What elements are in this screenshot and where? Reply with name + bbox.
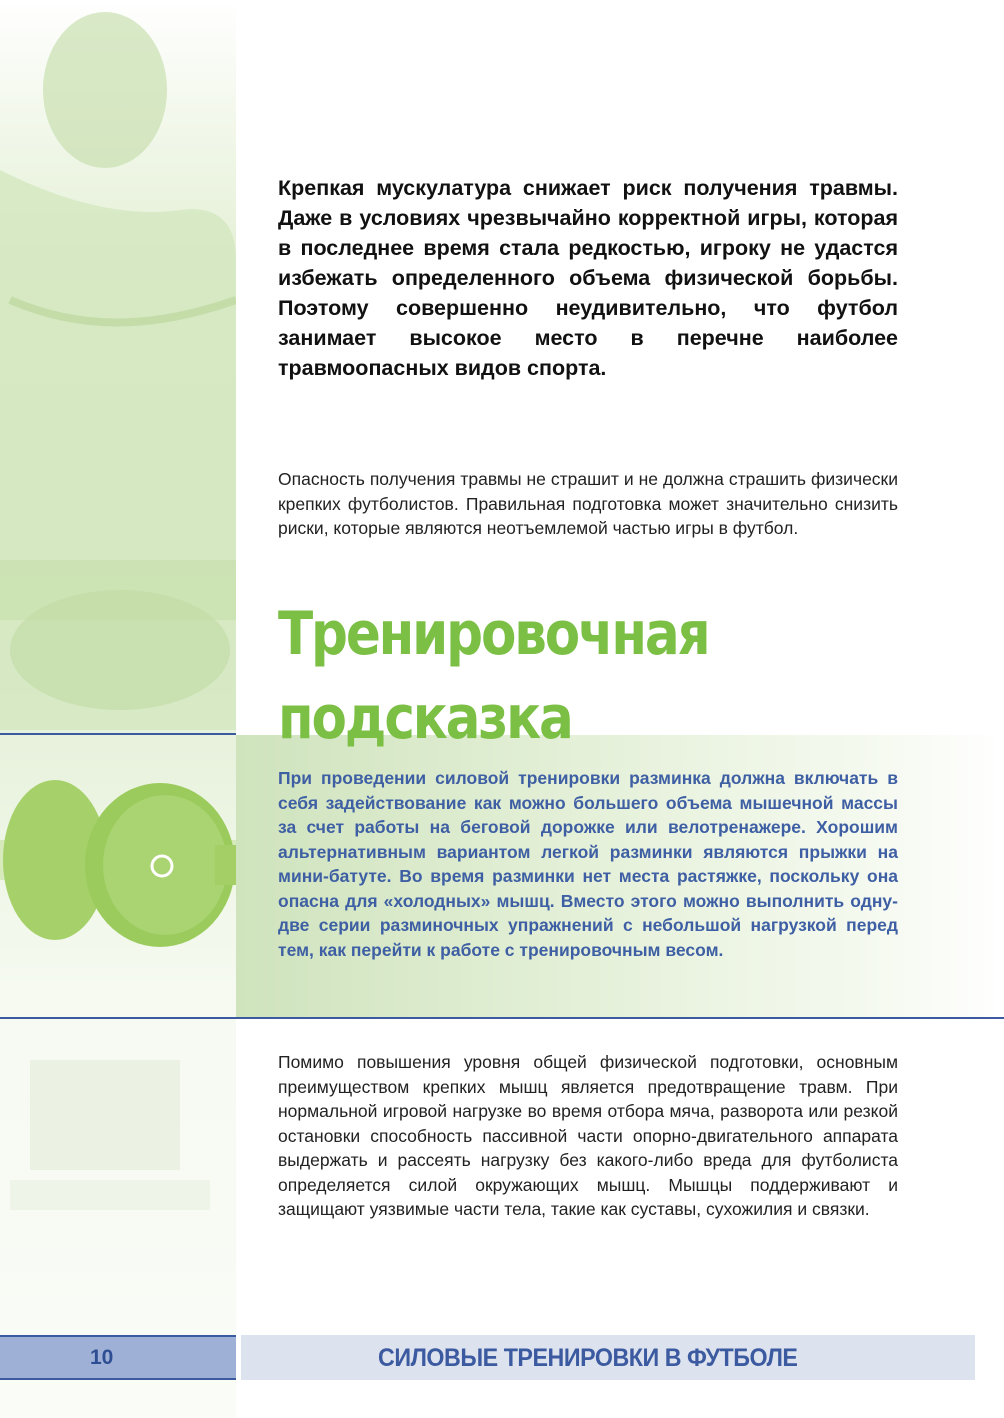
page-number: 10 <box>90 1346 114 1369</box>
training-tip-text: При проведении силовой тренировки разминка должна включать в себя задействование как можно большего объема мышечной массы за счет работы на беговой дорожке или велотренажере. Хорошим альтернативным вариантом легкой разминки являются прыжки на мини-батуте. Во время разминки нет места растяжке, поскольку она опасна для «холодных» мышц. Вместо этого можно выполнить одну-две серии разминочных упражнений с небольшой нагрузкой перед тем, как перейти к работе с тренировочным весом. <box>278 768 898 960</box>
dumbbell-image <box>0 780 236 947</box>
footer-page-number-box <box>0 1335 236 1380</box>
body-paragraph-2: Помимо повышения уровня общей физической подготовки, основным преимуществом крепких мышц является предотвращение травм. При нормальной игровой нагрузке во время отбора мяча, разворота или резкой остановки способность пассивной части опорно-двигательного аппарата выдержать и рассеять нагрузку без какого-либо вреда для футболиста определяется силой окружающих мышц. Мышцы поддерживают и защищают уязвимые части тела, такие как суставы, сухожилия и связки. <box>278 1052 898 1219</box>
left-photo-panel <box>0 0 236 1418</box>
intro-bold-paragraph: Крепкая мускулатура снижает риск получения травмы. Даже в условиях чрезвычайно корректной игры, которая в последнее время стала редкостью, игроку не удастся избежать определенного объема физической борьбы. Поэтому совершенно неудивительно, что футбол занимает высокое место в перечне наиболее травмоопасных видов спорта. <box>278 176 898 380</box>
tip-top-rule <box>0 733 236 735</box>
athlete-with-dumbbell-photo <box>0 0 236 1418</box>
running-title: СИЛОВЫЕ ТРЕНИРОВКИ В ФУТБОЛЕ <box>378 1344 798 1372</box>
tip-bottom-rule <box>0 1017 1004 1019</box>
body-paragraph-1: Опасность получения травмы не страшит и не должна страшить физически крепких футболистов. Правильная подготовка может значительно снизить риски, которые являются неотъемлемой частью игры в футбол. <box>278 469 898 538</box>
section-heading: Тренировочная подсказка <box>278 599 709 753</box>
footer-title-box <box>241 1335 975 1380</box>
